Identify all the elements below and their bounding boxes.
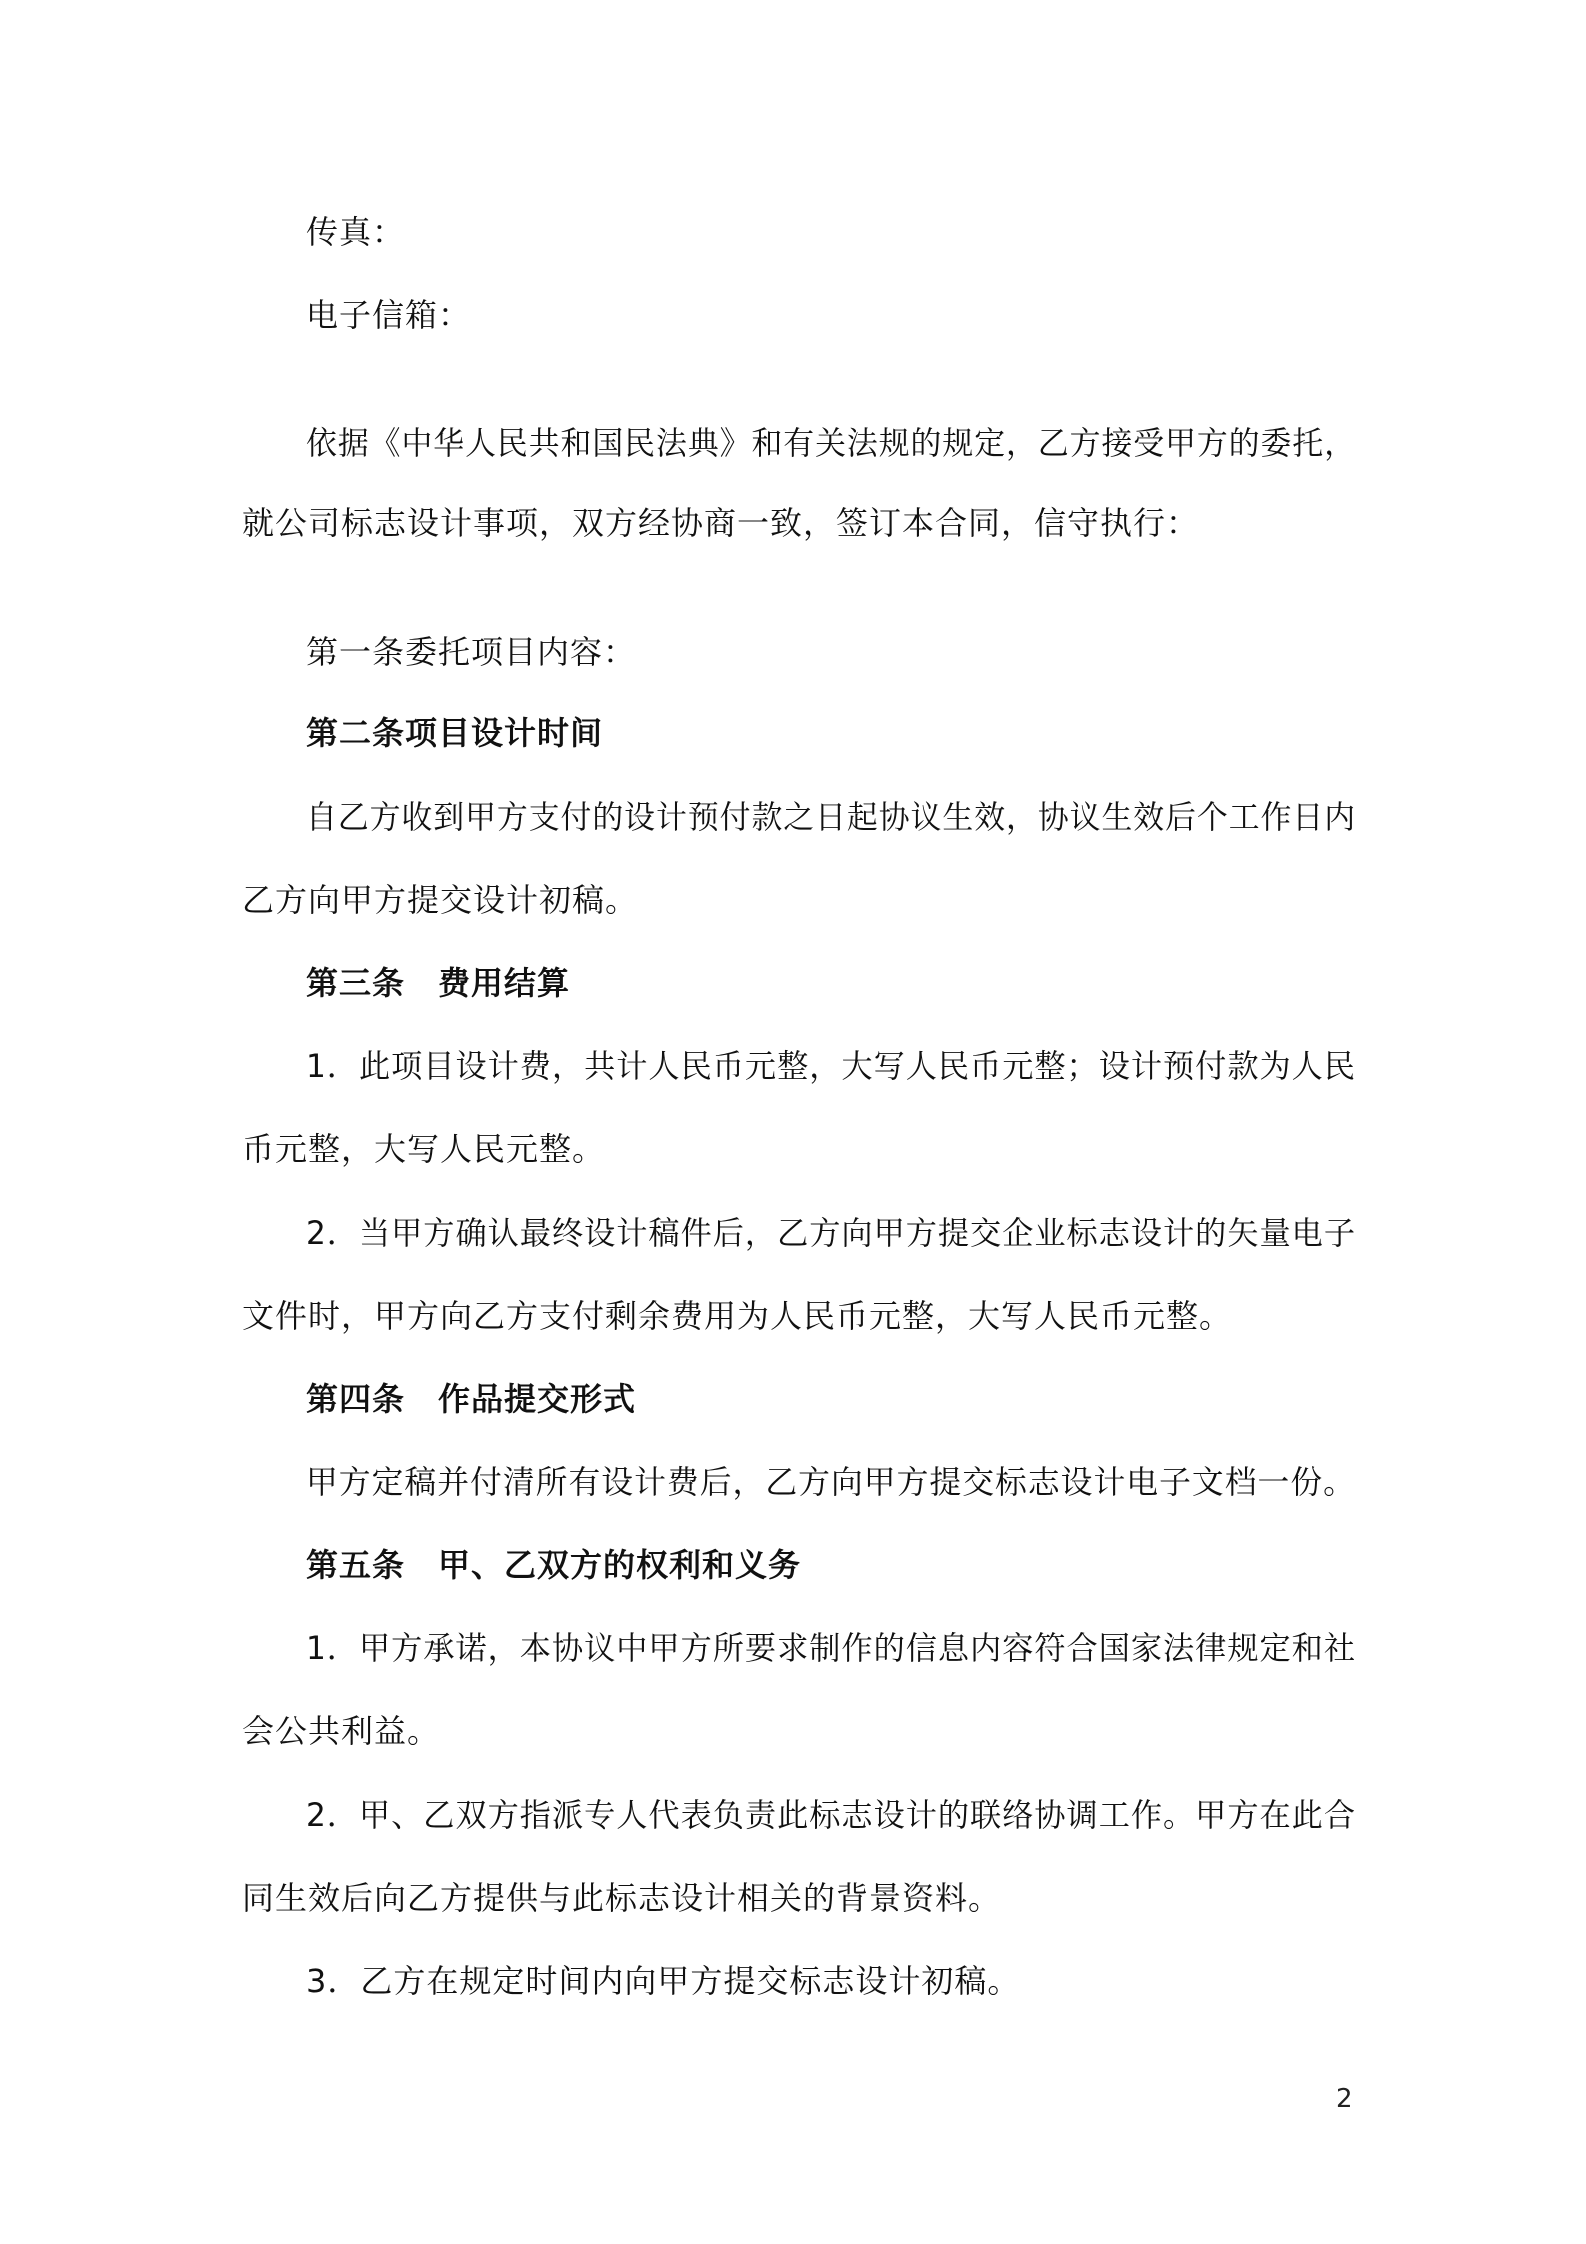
article-4-line-1 [306, 1462, 1586, 1502]
article-2-line-1 [306, 797, 1586, 837]
article-5-item-1-text-2: 会公共利益。 [242, 1712, 441, 1750]
article-5-item-1-line-1 [306, 1628, 1586, 1668]
preamble-text-2: 就公司标志设计事项，双方经协商一致，签订本合同，信守执行： [242, 504, 1200, 542]
article-2-text-2: 乙方向甲方提交设计初稿。 [242, 881, 639, 919]
preamble-text-1: 依据《中华人民共和国民法典》和有关法规的规定，乙方接受甲方的委托， [306, 424, 1357, 462]
article-5-item-1-text-1: 1．甲方承诺，本协议中甲方所要求制作的信息内容符合国家法律规定和社 [306, 1629, 1357, 1667]
article-3-item-1-text-1: 1．此项目设计费，共计人民币元整，大写人民币元整；设计预付款为人民 [306, 1047, 1357, 1085]
email-label [306, 295, 1586, 335]
article-3-item-2-text-1: 2．当甲方确认最终设计稿件后，乙方向甲方提交企业标志设计的矢量电子 [306, 1214, 1357, 1252]
article-2-heading-text: 第二条项目设计时间 [306, 714, 604, 752]
email-label-text: 电子信箱： [306, 296, 472, 334]
article-3-item-1-line-1 [306, 1046, 1586, 1086]
article-4-text-1: 甲方定稿并付清所有设计费后，乙方向甲方提交标志设计电子文档一份。 [306, 1463, 1356, 1501]
article-3-item-1-line-2 [242, 1129, 1586, 1169]
article-1-heading-text: 第一条委托项目内容： [306, 633, 637, 671]
article-3-item-1-text-2: 币元整，大写人民元整。 [242, 1130, 606, 1168]
article-5-heading [306, 1545, 1586, 1585]
article-4-heading [306, 1379, 1586, 1419]
article-3-heading [306, 963, 1586, 1003]
fax-label-text: 传真： [306, 213, 406, 251]
article-5-item-2-text-1: 2．甲、乙双方指派专人代表负责此标志设计的联络协调工作。甲方在此合 [306, 1796, 1357, 1834]
preamble-line-1 [306, 423, 1586, 463]
article-5-item-3-line-1 [306, 1961, 1586, 2001]
fax-label [306, 212, 1586, 252]
article-2-line-2 [242, 880, 1586, 920]
article-5-item-3-text-1: 3．乙方在规定时间内向甲方提交标志设计初稿。 [306, 1962, 1021, 2000]
article-3-heading-text: 第三条 费用结算 [306, 964, 571, 1002]
article-3-item-2-line-2 [242, 1296, 1586, 1336]
article-2-text-1: 自乙方收到甲方支付的设计预付款之日起协议生效，协议生效后个工作日内 [306, 798, 1357, 836]
article-3-item-2-line-1 [306, 1213, 1586, 1253]
article-3-item-2-text-2: 文件时，甲方向乙方支付剩余费用为人民币元整，大写人民币元整。 [242, 1297, 1233, 1335]
article-1-heading [306, 632, 1586, 672]
article-5-heading-text: 第五条 甲、乙双方的权利和义务 [306, 1546, 802, 1584]
article-5-item-2-line-2 [242, 1878, 1586, 1918]
page-number: 2 [1336, 2084, 1353, 2114]
article-2-heading [306, 713, 1586, 753]
preamble-line-2 [242, 503, 1586, 543]
article-5-item-1-line-2 [242, 1711, 1586, 1751]
article-4-heading-text: 第四条 作品提交形式 [306, 1380, 637, 1418]
article-5-item-2-line-1 [306, 1795, 1586, 1835]
article-5-item-2-text-2: 同生效后向乙方提供与此标志设计相关的背景资料。 [242, 1879, 1002, 1917]
